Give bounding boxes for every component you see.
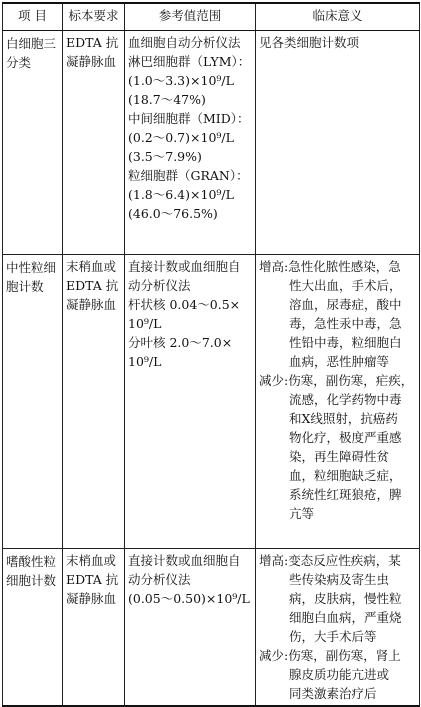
specimen-text: EDTA 抗: [66, 35, 119, 50]
specimen-text: 凝静脉血: [66, 54, 117, 69]
reference-cell: [125, 549, 256, 707]
significance-text: 血，粒细胞缺乏症，: [289, 468, 402, 483]
significance-text: 些传染病及寄生虫: [289, 572, 390, 587]
significance-text: 性铅中毒，粒细胞白: [289, 335, 402, 350]
reference-text: 分叶核 2.0～7.0×: [128, 335, 233, 350]
significance-text: 血病，恶性肿瘤等: [289, 354, 390, 369]
header-item: 项 目: [3, 3, 63, 31]
significance-text: 染，再生障碍性贫: [289, 449, 390, 464]
reference-text: 直接计数或血细胞自: [128, 259, 241, 274]
table-row: [3, 31, 420, 255]
reference-cell: [125, 31, 256, 255]
header-significance: 临床意义: [256, 3, 420, 31]
significance-text: 伤，大手术后等: [289, 629, 377, 644]
reference-text: (3.5～7.9%): [128, 149, 202, 164]
significance-text: 系统性红斑狼疮，脾: [289, 487, 402, 502]
item-text: 中性粒细: [6, 260, 57, 275]
reference-table: [2, 2, 420, 707]
significance-text: 和X线照射，抗癌药: [289, 411, 398, 426]
item-cell: [3, 255, 63, 549]
decrease-block: [259, 646, 416, 703]
specimen-text: 末稍血或: [66, 259, 117, 274]
significance-text: 伤寒，副伤寒，肾上: [288, 648, 401, 663]
specimen-text: EDTA 抗: [66, 572, 119, 587]
decrease-label: 减少:: [259, 648, 289, 663]
significance-text: 病，皮肤病，慢性粒: [289, 591, 402, 606]
specimen-text: 凝静脉血: [66, 297, 117, 312]
item-text: 白细胞三: [6, 36, 57, 51]
reference-text: 淋巴细胞群（LYM）：: [128, 54, 251, 69]
significance-text: 见各类细胞计数项: [259, 35, 360, 50]
significance-text: 变态反应性疾病，某: [288, 553, 401, 568]
increase-label: 增高:: [259, 259, 289, 274]
reference-text: (0.05～0.50)×10⁹/L: [128, 591, 250, 606]
item-cell: [3, 31, 63, 255]
header-specimen: 标本要求: [63, 3, 125, 31]
significance-cell: [256, 31, 420, 255]
reference-text: 中间细胞群（MID）：: [128, 111, 250, 126]
significance-text: 同类激素治疗后: [289, 686, 377, 701]
reference-text: (1.8～6.4)×10⁹/L: [128, 187, 234, 202]
reference-text: 10⁹/L: [128, 354, 162, 369]
increase-block: [259, 257, 416, 371]
reference-text: 动分析仪法: [128, 572, 191, 587]
item-text: 胞计数: [6, 279, 44, 294]
significance-text: 细胞白血病，严重烧: [289, 610, 402, 625]
decrease-label: 减少:: [259, 373, 289, 388]
reference-text: (18.7～47%): [128, 92, 206, 107]
significance-text: 伤寒，副伤寒，疟疾，: [288, 373, 414, 388]
reference-text: 杆状核 0.04～0.5×: [128, 297, 241, 312]
significance-text: 性大出血，手术后，: [289, 278, 402, 293]
reference-text: 粒细胞群（GRAN）：: [128, 168, 249, 183]
item-cell: [3, 549, 63, 707]
reference-text: (0.2～0.7)×10⁹/L: [128, 130, 234, 145]
reference-table-container: [2, 2, 419, 707]
significance-text: 亢等: [289, 506, 315, 521]
increase-label: 增高:: [259, 553, 289, 568]
significance-text: 物化疗，极度严重感: [289, 430, 402, 445]
significance-cell: [256, 549, 420, 707]
significance-text: 毒，急性汞中毒，急: [289, 316, 402, 331]
decrease-block: [259, 371, 416, 523]
item-text: 分类: [6, 55, 32, 70]
specimen-cell: [63, 31, 125, 255]
significance-cell: [256, 255, 420, 549]
table-row: [3, 255, 420, 549]
specimen-text: EDTA 抗: [66, 278, 119, 293]
specimen-text: 末梢血或: [66, 553, 117, 568]
table-row: [3, 549, 420, 707]
reference-text: 血细胞自动分析仪法: [128, 35, 241, 50]
header-row: [3, 3, 420, 31]
item-text: 嗜酸性粒: [6, 554, 57, 569]
specimen-text: 凝静脉血: [66, 591, 117, 606]
reference-text: (1.0～3.3)×10⁹/L: [128, 73, 234, 88]
significance-text: 溶血，尿毒症，酸中: [289, 297, 402, 312]
header-reference: 参考值范围: [125, 3, 256, 31]
significance-text: 流感，化学药物中毒: [289, 392, 402, 407]
significance-text: 急性化脓性感染，急: [288, 259, 401, 274]
reference-text: 动分析仪法: [128, 278, 191, 293]
specimen-cell: [63, 549, 125, 707]
reference-text: 直接计数或血细胞自: [128, 553, 241, 568]
reference-text: 10⁹/L: [128, 316, 162, 331]
item-text: 细胞计数: [6, 573, 57, 588]
specimen-cell: [63, 255, 125, 549]
reference-text: (46.0～76.5%): [128, 206, 218, 221]
increase-block: [259, 551, 416, 646]
significance-text: 腺皮质功能亢进或: [289, 667, 390, 682]
reference-cell: [125, 255, 256, 549]
